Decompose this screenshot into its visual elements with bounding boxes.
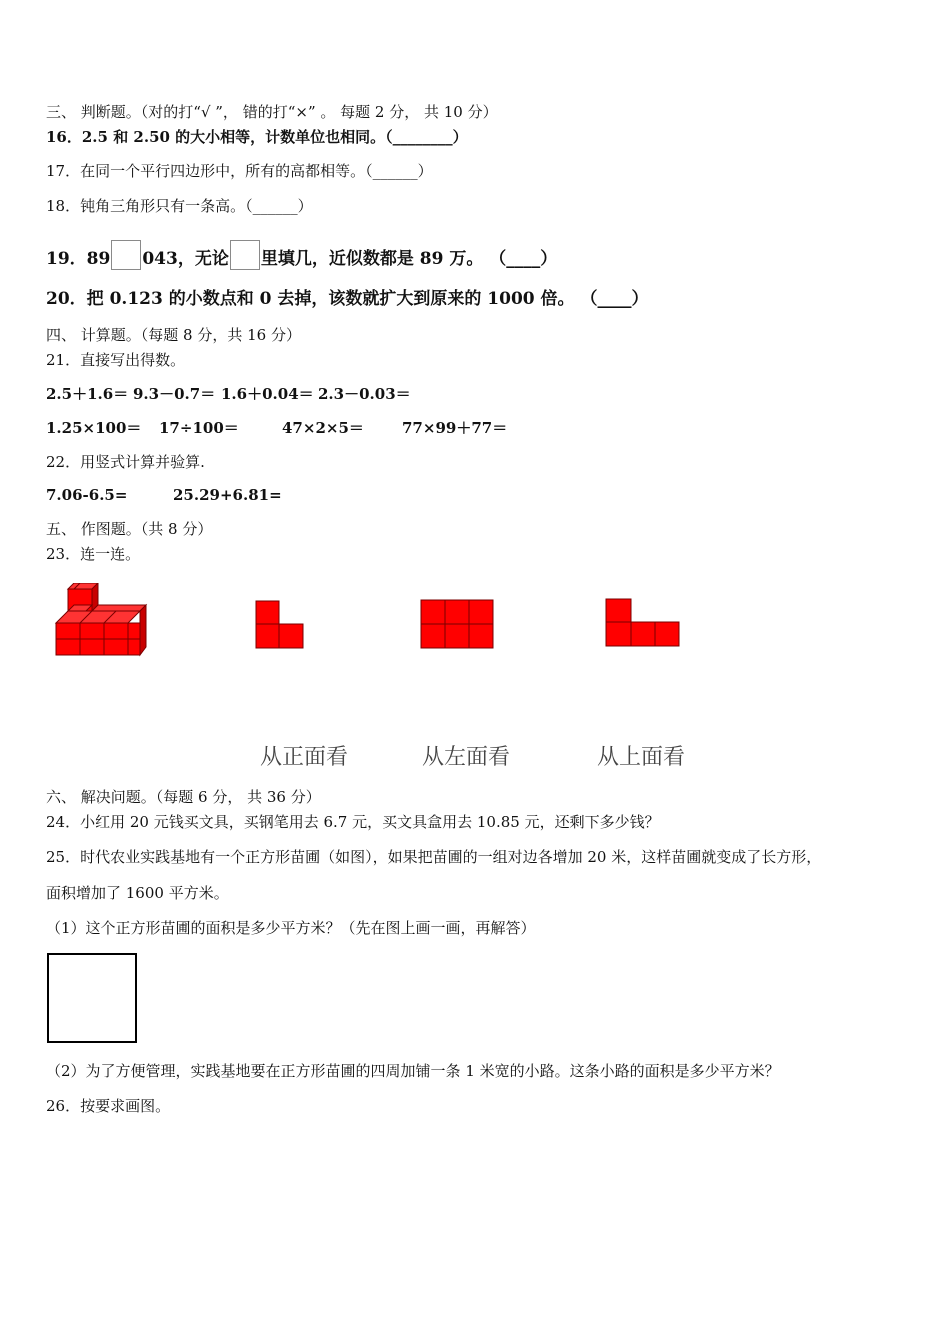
question-24: 24．小红用 20 元钱买文具，买钢笔用去 6.7 元，买文具盒用去 10.85 元，还剩下多少钱？: [46, 813, 660, 831]
question-26: 26．按要求画图。: [46, 1097, 171, 1115]
blank-box: [230, 240, 260, 270]
q21-row2-item: 17÷100＝: [159, 419, 239, 437]
q21-row1-item: 9.3－0.7＝: [133, 385, 216, 403]
grid-view-figure: [420, 599, 494, 649]
long-l-view-figure: [605, 598, 681, 648]
question-25-part1: （1）这个正方形苗圃的面积是多少平方米？（先在图上画一画，再解答）: [46, 919, 536, 937]
question-16: 16．2.5 和 2.50 的大小相等，计数单位也相同。（________）: [46, 128, 468, 146]
view-label-left: 从左面看: [422, 745, 511, 770]
question-23-title: 23．连一连。: [46, 545, 141, 563]
q22-item: 25.29+6.81=: [173, 486, 282, 504]
question-22-title: 22．用竖式计算并验算.: [46, 453, 205, 471]
question-18: 18．钝角三角形只有一条高。（______）: [46, 197, 313, 215]
question-25-line2: 面积增加了 1600 平方米。: [46, 884, 229, 902]
question-25-line1: 25．时代农业实践基地有一个正方形苗圃（如图），如果把苗圃的一组对边各增加 20 米，这样苗圃就变成了长方形，: [46, 848, 822, 866]
question-19: [46, 240, 557, 270]
section-5-heading: 五、 作图题。（共 8 分）: [46, 520, 213, 538]
l-shape-view-figure: [255, 600, 305, 650]
view-label-front: 从正面看: [260, 745, 349, 770]
question-25-part2: （2）为了方便管理，实践基地要在正方形苗圃的四周加铺一条 1 米宽的小路。这条小路的面积是多少平方米？: [46, 1062, 780, 1080]
section-4-heading: 四、 计算题。（每题 8 分，共 16 分）: [46, 326, 301, 344]
section-6-heading: 六、 解决问题。（每题 6 分， 共 36 分）: [46, 788, 321, 806]
square-nursery-figure: [47, 953, 137, 1043]
question-17: 17．在同一个平行四边形中，所有的高都相等。（______）: [46, 162, 433, 180]
question-19-part-a: 19．89: [46, 249, 111, 269]
q21-row1-item: 2.3－0.03＝: [318, 385, 411, 403]
q21-row1-item: 2.5＋1.6＝: [46, 385, 129, 403]
q22-item: 7.06-6.5=: [46, 486, 128, 504]
q21-row1-item: 1.6＋0.04＝: [221, 385, 314, 403]
q21-row2-item: 77×99＋77＝: [402, 419, 508, 437]
blank-box: [111, 240, 141, 270]
q21-row2-item: 47×2×5＝: [282, 419, 364, 437]
question-19-part-b: 043，无论: [142, 249, 229, 269]
section-3-heading: 三、 判断题。（对的打“√ ”， 错的打“×” 。 每题 2 分， 共 10 分）: [46, 103, 498, 121]
question-20: 20．把 0.123 的小数点和 0 去掉，该数就扩大到原来的 1000 倍。 （____）: [46, 289, 649, 309]
q21-row2-item: 1.25×100＝: [46, 419, 142, 437]
question-19-part-c: 里填几，近似数都是 89 万。 （____）: [260, 249, 558, 269]
view-label-top: 从上面看: [597, 745, 686, 770]
cube-stack-3d-figure: [50, 583, 154, 661]
question-21-title: 21．直接写出得数。: [46, 351, 186, 369]
